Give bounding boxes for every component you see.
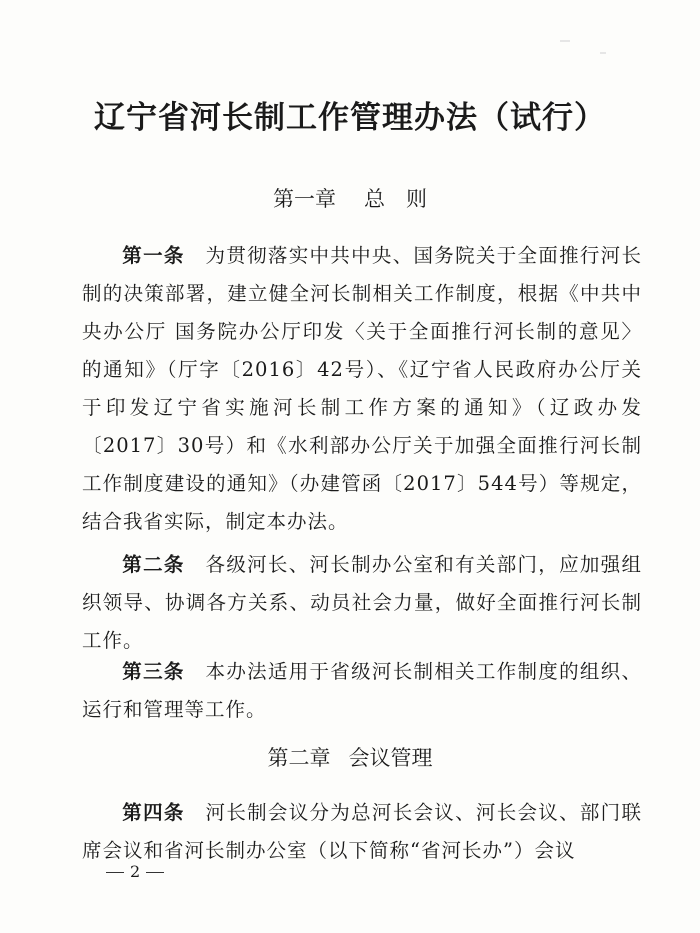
chapter-name: 总 则 xyxy=(364,187,427,211)
page-number: 2 xyxy=(130,862,141,881)
chapter-heading xyxy=(0,742,700,772)
article-paragraph xyxy=(82,653,642,729)
article-paragraph xyxy=(82,237,642,541)
article-text: 各级河长、河长制办公室和有关部门，应加强组织领导、协调各方关系、动员社会力量，做好全面推行河长制工作。 xyxy=(82,553,642,652)
chapter-name: 会议管理 xyxy=(348,746,433,770)
article-label: 第一条 xyxy=(122,244,185,267)
page-footer xyxy=(100,862,170,881)
footer-dash xyxy=(106,872,124,873)
article-label: 第三条 xyxy=(122,660,185,683)
article-paragraph xyxy=(82,546,642,660)
article-label: 第二条 xyxy=(122,553,185,576)
article-paragraph xyxy=(82,794,642,870)
chapter-number: 第二章 xyxy=(267,746,331,770)
document-title: 辽宁省河长制工作管理办法（试行） xyxy=(94,100,606,136)
article-text: 为贯彻落实中共中央、国务院关于全面推行河长制的决策部署，建立健全河长制相关工作制度，根据《中共中央办公厅 国务院办公厅印发〈关于全面推行河长制的意见〉的通知》（厅字〔2016〕42号）、《辽宁省人民政府办公厅关于印发辽宁省实施河长制工作方案的通知》（辽政办发〔2017〕30号）和《水利部办公厅关于加强全面推行河长制工作制度建设的通知》（办建管函〔2017〕544号）等规定，结合我省实际，制定本办法。 xyxy=(82,244,642,533)
article-text: 本办法适用于省级河长制相关工作制度的组织、运行和管理等工作。 xyxy=(82,660,642,721)
scan-mark xyxy=(600,52,606,54)
chapter-heading xyxy=(0,183,700,213)
article-label: 第四条 xyxy=(122,801,185,824)
article-text: 河长制会议分为总河长会议、河长会议、部门联席会议和省河长制办公室（以下简称“省河长办”）会议 xyxy=(82,801,642,862)
scan-mark xyxy=(560,40,570,42)
chapter-number: 第一章 xyxy=(273,187,336,211)
footer-dash xyxy=(146,872,164,873)
